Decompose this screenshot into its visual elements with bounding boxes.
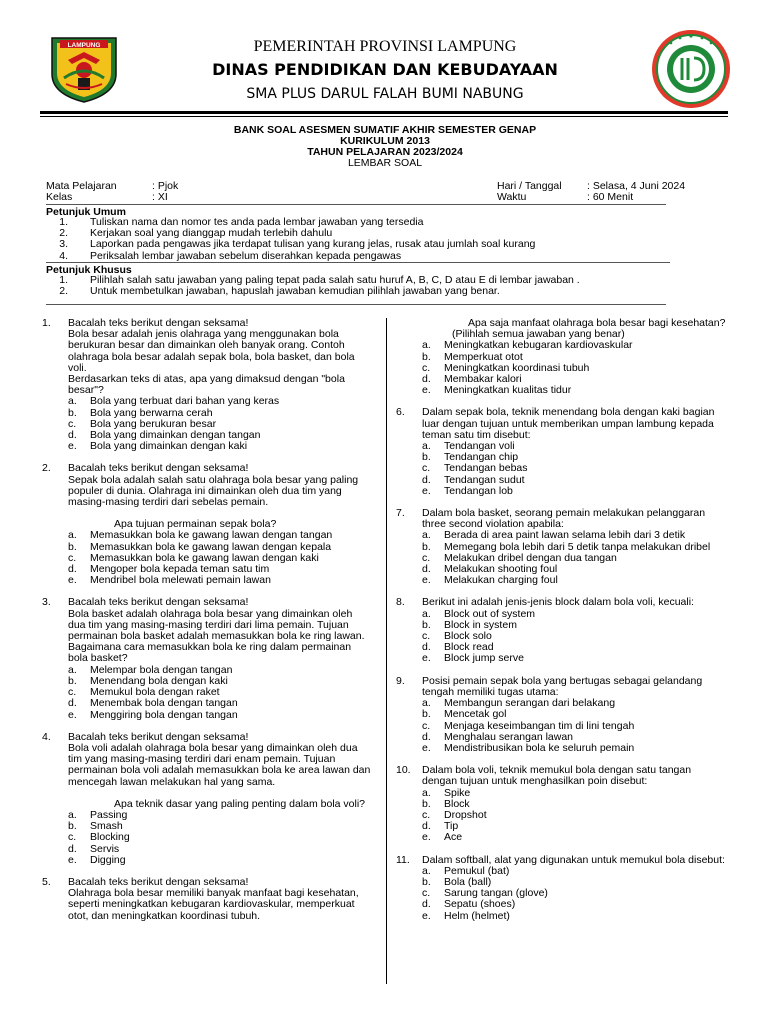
option-text: Berada di area paint lawan selama lebih dari 3 detik: [444, 529, 686, 542]
question-text: Bacalah teks berikut dengan seksama!: [68, 596, 249, 609]
question-item: [42, 318, 372, 452]
question-item: [396, 318, 726, 396]
option-text: Block read: [444, 641, 494, 654]
answer-option: [68, 575, 372, 586]
option-letter: e.: [422, 484, 431, 497]
question-text: Dalam softball, alat yang digunakan untuk memukul bola disebut:: [422, 853, 725, 866]
question-text: Bola voli adalah olahraga bola besar yang dimainkan oleh dua tim yang masing-masing terdiri dari enam pemain. Tujuan permainan bola voli adalah memasukkan bola ke area lawan dan mencegah lawan melakukan hal yang sama.: [68, 741, 371, 788]
answer-option: [68, 710, 372, 721]
header-rule-thin: [40, 116, 728, 117]
mapel-label: Mata Pelajaran: [46, 180, 117, 192]
questions-left-column: [42, 318, 372, 933]
option-letter: b.: [422, 797, 431, 810]
option-text: Memasukkan bola ke gawang lawan dengan tangan: [90, 529, 333, 542]
doc-curriculum: KURIKULUM 2013: [340, 135, 430, 147]
option-text: Menghalau serangan lawan: [444, 730, 574, 743]
option-letter: e.: [68, 574, 77, 587]
question-item: [42, 877, 372, 922]
option-letter: a.: [422, 529, 431, 542]
question-text: Bola basket adalah olahraga bola besar yang dimainkan oleh dua tim yang masing-masing terdiri dari lima pemain. Tujuan permainan bola basket adalah memasukkan bola ke ring lawan.: [68, 607, 365, 643]
option-text: Memegang bola lebih dari 5 detik tanpa melakukan dribel: [444, 540, 711, 553]
petunjuk-umum-heading: Petunjuk Umum: [46, 206, 126, 218]
option-text: Melakukan shooting foul: [444, 563, 558, 576]
question-number: 4.: [42, 730, 51, 743]
option-letter: c.: [422, 551, 431, 564]
option-text: Melakukan dribel dengan dua tangan: [444, 551, 617, 564]
option-text: Memasukkan bola ke gawang lawan dengan kaki: [90, 551, 319, 564]
option-letter: b.: [68, 674, 77, 687]
question-body: [68, 877, 372, 922]
option-letter: c.: [422, 630, 431, 643]
question-prompt: Apa tujuan permainan sepak bola?: [114, 518, 277, 531]
option-text: Block solo: [444, 630, 492, 643]
option-text: Melakukan charging foul: [444, 574, 558, 587]
info-rule: [46, 204, 666, 205]
option-letter: b.: [68, 540, 77, 553]
answer-option: [68, 441, 372, 452]
waktu-value: : 60 Menit: [587, 191, 634, 203]
question-body: [68, 732, 372, 866]
option-letter: d.: [68, 429, 77, 442]
option-letter: e.: [422, 741, 431, 754]
question-item: [42, 597, 372, 720]
emblem-label: LAMPUNG: [67, 42, 101, 49]
item-text: Laporkan pada pengawas jika terdapat tulisan yang kurang jelas, rusak atau jumlah soal kurang: [90, 238, 536, 251]
list-item: [46, 239, 686, 250]
answer-option: [68, 698, 372, 709]
option-text: Ace: [444, 831, 463, 844]
question-text: Bola besar adalah jenis olahraga yang menggunakan bola berukuran besar dan dimainkan oleh banyak orang. Contoh olahraga bola besar adalah sepak bola, bola basket, dan bola voli.: [68, 328, 355, 374]
question-body: [422, 508, 726, 586]
umum-rule: [46, 262, 670, 263]
option-text: Menggiring bola dengan tangan: [90, 708, 238, 721]
option-letter: c.: [422, 808, 431, 821]
option-letter: e.: [68, 708, 77, 721]
option-text: Dropshot: [444, 808, 487, 821]
option-text: Tendangan sudut: [444, 473, 525, 486]
question-text: Dalam sepak bola, teknik menendang bola dengan kaki bagian luar dengan tujuan untuk memberikan umpan lambung kepada teman satu tim disebut:: [422, 406, 715, 441]
option-letter: d.: [422, 473, 431, 486]
question-prompt: Apa saja manfaat olahraga bola besar bagi kesehatan?: [468, 317, 726, 329]
option-text: Block jump serve: [444, 652, 524, 665]
doc-title: BANK SOAL ASESMEN SUMATIF AKHIR SEMESTER GENAP: [233, 124, 537, 136]
questions-right-column: [396, 318, 726, 933]
hari-label: Hari / Tanggal: [497, 180, 562, 192]
option-text: Menendang bola dengan kaki: [90, 674, 228, 687]
option-letter: b.: [422, 350, 431, 363]
option-text: Membangun serangan dari belakang: [444, 697, 616, 710]
question-number: 5.: [42, 875, 51, 888]
question-number: [396, 318, 422, 396]
option-letter: d.: [68, 842, 77, 855]
doc-academic-year: TAHUN PELAJARAN 2023/2024: [307, 146, 463, 158]
option-letter: e.: [422, 574, 431, 587]
option-text: Meningkatkan kebugaran kardiovaskular: [444, 339, 633, 352]
option-letter: d.: [422, 641, 431, 654]
option-letter: e.: [422, 909, 431, 922]
option-letter: e.: [422, 831, 431, 844]
option-text: Tendangan lob: [444, 484, 513, 497]
question-number: 8.: [396, 596, 405, 609]
option-text: Helm (helmet): [444, 909, 510, 922]
question-text: Dalam bola basket, seorang pemain melakukan pelanggaran three second violation apabila:: [422, 507, 706, 531]
petunjuk-khusus-heading: Petunjuk Khusus: [46, 264, 132, 276]
kelas-value: : XI: [152, 191, 168, 203]
item-text: Untuk membetulkan jawaban, hapuslah jawaban kemudian pilihlah jawaban yang benar.: [90, 285, 500, 298]
hari-value: : Selasa, 4 Juni 2024: [587, 180, 686, 192]
option-text: Membakar kalori: [444, 373, 522, 386]
header-department: DINAS PENDIDIKAN DAN KEBUDAYAAN: [212, 60, 558, 79]
item-text: Pilihlah salah satu jawaban yang paling tepat pada salah satu huruf A, B, C, D atau E di lembar jawaban .: [90, 274, 580, 286]
answer-option: [422, 486, 726, 497]
item-number: 4.: [59, 249, 68, 262]
option-text: Blocking: [90, 831, 130, 844]
option-text: Block in system: [444, 618, 517, 631]
answer-option: [68, 832, 372, 843]
question-body: [422, 765, 726, 843]
item-text: Tuliskan nama dan nomor tes anda pada lembar jawaban yang tersedia: [90, 216, 424, 228]
question-item: [396, 508, 726, 586]
question-text: Posisi pemain sepak bola yang bertugas sebagai gelandang tengah memiliki tugas utama:: [422, 674, 703, 698]
option-letter: b.: [422, 875, 431, 888]
option-letter: d.: [422, 730, 431, 743]
answer-option: [422, 821, 726, 832]
option-letter: a.: [422, 697, 431, 710]
option-text: Bola (ball): [444, 875, 492, 888]
option-letter: e.: [422, 652, 431, 665]
header-rule-thick: [40, 111, 728, 114]
waktu-label: Waktu: [497, 191, 527, 203]
question-item: [42, 732, 372, 866]
option-letter: a.: [422, 786, 431, 799]
petunjuk-umum-list: [46, 217, 686, 262]
question-text: Bacalah teks berikut dengan seksama!: [68, 462, 249, 475]
question-text: Bagaimana cara memasukkan bola ke ring dalam permainan bola basket?: [68, 641, 352, 665]
option-letter: e.: [68, 853, 77, 866]
option-letter: a.: [68, 663, 77, 676]
answer-option: [422, 899, 726, 910]
option-text: Tendangan bebas: [444, 462, 528, 475]
header-province: PEMERINTAH PROVINSI LAMPUNG: [253, 38, 517, 55]
option-letter: b.: [68, 406, 77, 419]
option-letter: a.: [68, 529, 77, 542]
list-item: [46, 286, 686, 297]
option-letter: c.: [68, 551, 77, 564]
answer-option: [422, 463, 726, 474]
question-item: [396, 407, 726, 497]
item-number: 2.: [59, 285, 68, 298]
item-number: 1.: [59, 216, 68, 228]
question-text: Olahraga bola besar memiliki banyak manfaat bagi kesehatan, seperti meningkatkan kebugaran kardiovaskular, memperkuat otot, dan meningkatkan koordinasi tubuh.: [68, 887, 359, 922]
question-item: [396, 676, 726, 754]
answer-option: [68, 530, 372, 541]
answer-option: [68, 396, 372, 407]
option-text: Block: [444, 797, 470, 810]
option-letter: c.: [422, 462, 431, 475]
option-text: Bola yang dimainkan dengan kaki: [90, 440, 248, 453]
lampung-emblem-icon: [48, 34, 120, 104]
question-number: 10.: [396, 764, 411, 777]
option-text: Digging: [90, 853, 126, 866]
option-letter: d.: [68, 697, 77, 710]
answer-option: [422, 653, 726, 664]
option-letter: c.: [68, 417, 77, 430]
answer-option: [422, 340, 726, 351]
option-text: Memukul bola dengan raket: [90, 686, 220, 699]
kelas-label: Kelas: [46, 191, 73, 203]
question-text: Bacalah teks berikut dengan seksama!: [68, 730, 249, 743]
question-body: [422, 855, 726, 922]
option-text: Melempar bola dengan tangan: [90, 663, 233, 676]
mapel-value: : Pjok: [152, 180, 179, 192]
question-note: (Pilihlah semua jawaban yang benar): [452, 328, 625, 341]
question-item: [42, 463, 372, 586]
question-text: Berikut ini adalah jenis-jenis block dalam bola voli, kecuali:: [422, 596, 694, 609]
option-letter: a.: [68, 395, 77, 408]
option-text: Mendribel bola melewati pemain lawan: [90, 574, 271, 587]
answer-option: [422, 743, 726, 754]
question-text: Bacalah teks berikut dengan seksama!: [68, 875, 249, 888]
option-letter: c.: [422, 887, 431, 900]
question-text: Sepak bola adalah salah satu olahraga bola besar yang paling populer di dunia. Olahraga ini dimainkan oleh dua tim yang masing-masing terdiri dari sebelas pemain.: [68, 473, 359, 509]
option-letter: e.: [422, 384, 431, 397]
option-letter: d.: [422, 563, 431, 576]
option-letter: a.: [422, 440, 431, 453]
question-text: Berdasarkan teks di atas, apa yang dimaksud dengan "bola besar"?: [68, 373, 345, 397]
option-text: Tip: [444, 820, 459, 833]
option-letter: d.: [422, 898, 431, 911]
option-text: Bola yang terbuat dari bahan yang keras: [90, 395, 280, 408]
option-text: Memperkuat otot: [444, 350, 523, 363]
question-number: 7.: [396, 507, 405, 520]
question-body: [422, 407, 726, 497]
answer-option: [422, 385, 726, 396]
option-letter: c.: [68, 686, 77, 699]
question-number: 1.: [42, 317, 51, 329]
question-body: [68, 463, 372, 586]
answer-option: [68, 855, 372, 866]
option-text: Menembak bola dengan tangan: [90, 697, 238, 710]
answer-option: [422, 810, 726, 821]
question-body: [422, 597, 726, 664]
option-text: Mencetak gol: [444, 708, 507, 721]
option-letter: d.: [422, 820, 431, 833]
header-school: SMA PLUS DARUL FALAH BUMI NABUNG: [246, 86, 524, 102]
question-prompt: Apa teknik dasar yang paling penting dalam bola voli?: [114, 797, 366, 810]
question-number: 9.: [396, 674, 405, 687]
answer-option: [422, 911, 726, 922]
item-number: 3.: [59, 238, 68, 251]
option-letter: b.: [422, 451, 431, 464]
option-letter: e.: [68, 440, 77, 453]
answer-option: [422, 709, 726, 720]
question-item: [396, 855, 726, 922]
question-body: [68, 318, 372, 452]
option-text: Bola yang berukuran besar: [90, 417, 217, 430]
option-text: Pemukul (bat): [444, 864, 510, 877]
option-letter: c.: [422, 361, 431, 374]
option-letter: a.: [422, 864, 431, 877]
option-text: Sepatu (shoes): [444, 898, 516, 911]
option-letter: d.: [422, 373, 431, 386]
question-number: 11.: [396, 853, 410, 866]
khusus-rule: [46, 304, 666, 305]
option-letter: b.: [422, 708, 431, 721]
list-item: [46, 251, 686, 262]
option-letter: d.: [68, 563, 77, 576]
option-text: Block out of system: [444, 607, 536, 620]
option-text: Passing: [90, 808, 128, 821]
answer-option: [422, 832, 726, 843]
option-text: Bola yang dimainkan dengan tangan: [90, 429, 261, 442]
option-text: Smash: [90, 820, 123, 833]
option-text: Servis: [90, 842, 120, 855]
answer-option: [422, 575, 726, 586]
question-text: Dalam bola voli, teknik memukul bola dengan satu tangan dengan tujuan untuk menghasilkan poin disebut:: [422, 764, 692, 788]
option-text: Bola yang berwarna cerah: [90, 406, 213, 419]
option-text: Menjaga keseimbangan tim di lini tengah: [444, 719, 635, 732]
question-body: [422, 318, 726, 396]
option-letter: a.: [422, 607, 431, 620]
doc-subtitle: LEMBAR SOAL: [347, 157, 423, 169]
option-letter: c.: [68, 831, 77, 844]
petunjuk-khusus-list: [46, 275, 686, 297]
option-letter: c.: [422, 719, 431, 732]
option-letter: b.: [422, 618, 431, 631]
question-number: 6.: [396, 406, 405, 419]
option-text: Sarung tangan (glove): [444, 887, 548, 900]
item-number: 2.: [59, 227, 68, 240]
option-letter: a.: [422, 339, 431, 352]
option-letter: b.: [68, 820, 77, 833]
option-text: Mengoper bola kepada teman satu tim: [90, 563, 270, 576]
question-body: [422, 676, 726, 754]
column-divider: [386, 318, 387, 984]
question-item: [396, 597, 726, 664]
answer-option: [422, 530, 726, 541]
option-letter: b.: [422, 540, 431, 553]
option-letter: a.: [68, 808, 77, 821]
option-text: Spike: [444, 786, 471, 799]
question-number: 3.: [42, 596, 51, 609]
item-text: Periksalah lembar jawaban sebelum diserahkan kepada pengawas: [90, 249, 402, 262]
question-number: 2.: [42, 462, 51, 475]
question-text: Bacalah teks berikut dengan seksama!: [68, 317, 249, 329]
question-body: [68, 597, 372, 720]
option-text: Tendangan voli: [444, 440, 515, 453]
option-text: Mendistribusikan bola ke seluruh pemain: [444, 741, 635, 754]
option-text: Memasukkan bola ke gawang lawan dengan kepala: [90, 540, 332, 553]
option-text: Tendangan chip: [444, 451, 519, 464]
item-number: 1.: [59, 274, 68, 286]
school-seal-icon: [650, 28, 732, 110]
option-text: Meningkatkan koordinasi tubuh: [444, 361, 590, 374]
option-text: Meningkatkan kualitas tidur: [444, 384, 572, 397]
question-item: [396, 765, 726, 843]
item-text: Kerjakan soal yang dianggap mudah terlebih dahulu: [90, 227, 333, 240]
